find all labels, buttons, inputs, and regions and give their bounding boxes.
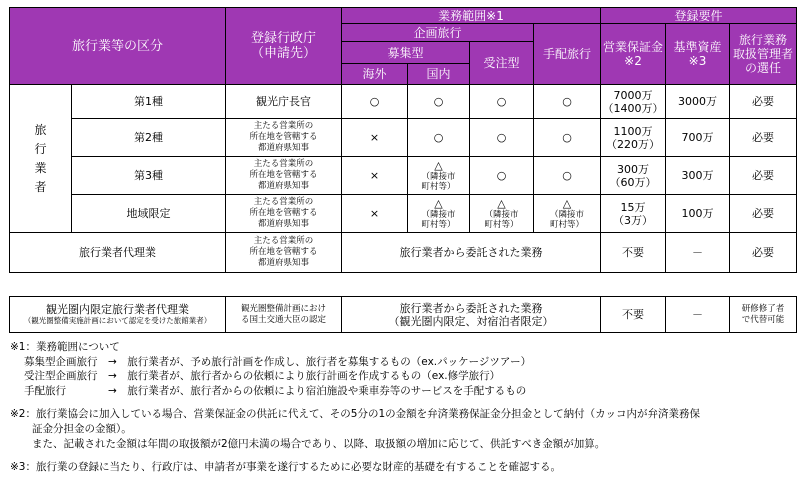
header-manager-appointment: 旅行業務 取扱管理者 の選任 — [730, 24, 797, 85]
header-order-type: 受注型 — [470, 42, 534, 85]
note-1-title: ※1：業務範囲について — [10, 341, 120, 353]
table-row — [10, 157, 797, 195]
agent-scope: 旅行業者から委託された業務 — [342, 233, 601, 273]
row-order: ○ — [470, 85, 534, 119]
row-arranged: ○ — [534, 85, 601, 119]
note-2-line: また、記載された金額は年間の取扱額が2億円未満の場合であり、以降、取扱額の増加に応じて、供託すべき金額が加算。 — [32, 437, 606, 450]
table-row — [10, 297, 797, 333]
row-assets: 300万 — [666, 157, 730, 195]
row-assets: 700万 — [666, 119, 730, 157]
row-deposit: 1100万 （220万） — [601, 119, 666, 157]
tourism-assets: － — [666, 297, 730, 333]
note-1-line: 受注型企画旅行 → 旅行業者が、旅行者からの依頼により旅行計画を作成するもの（ex.修学旅行） — [24, 370, 501, 383]
agent-type: 旅行業者代理業 — [10, 233, 226, 273]
row-overseas: × — [342, 119, 408, 157]
row-overseas: × — [342, 195, 408, 233]
row-domestic: △ （隣接市 町村等） — [408, 157, 470, 195]
row-type: 地域限定 — [72, 195, 226, 233]
agent-deposit: 不要 — [601, 233, 666, 273]
row-arranged: △ （隣接市 町村等） — [534, 195, 601, 233]
tourism-manager: 研修修了者 で代替可能 — [730, 297, 797, 333]
header-business-scope: 業務範囲※1 — [342, 8, 601, 24]
row-order: ○ — [470, 119, 534, 157]
row-manager: 必要 — [730, 157, 797, 195]
row-deposit: 7000万 （1400万） — [601, 85, 666, 119]
travel-agency-label: 旅 行 業 者 — [10, 85, 72, 233]
row-overseas: × — [342, 157, 408, 195]
row-office: 主たる営業所の 所在地を管轄する 都道府県知事 — [226, 195, 342, 233]
row-office: 主たる営業所の 所在地を管轄する 都道府県知事 — [226, 119, 342, 157]
note-2-line: 証金分担金の金額）。 — [32, 422, 132, 435]
header-overseas: 海外 — [342, 64, 408, 85]
header-base-assets: 基準資産 ※3 — [666, 24, 730, 85]
row-type: 第2種 — [72, 119, 226, 157]
agent-manager: 必要 — [730, 233, 797, 273]
header-planned-travel: 企画旅行 — [342, 24, 534, 42]
row-assets: 100万 — [666, 195, 730, 233]
table-row — [10, 85, 797, 119]
row-arranged: ○ — [534, 157, 601, 195]
header-domestic: 国内 — [408, 64, 470, 85]
table-row — [10, 195, 797, 233]
footnotes — [10, 340, 802, 475]
header-business-deposit: 営業保証金 ※2 — [601, 24, 666, 85]
row-office: 観光庁長官 — [226, 85, 342, 119]
header-registration-office: 登録行政庁 （申請先） — [226, 8, 342, 85]
tourism-type: 観光圏内限定旅行業者代理業 （観光圏整備実施計画において認定を受けた旅館業者） — [10, 297, 226, 333]
note-1-line: 募集型企画旅行 → 旅行業者が、予め旅行計画を作成し、旅行者を募集するもの（ex.パッケージツアー） — [24, 355, 532, 368]
row-domestic: △ （隣接市 町村等） — [408, 195, 470, 233]
header-arranged-travel: 手配旅行 — [534, 24, 601, 85]
row-deposit: 15万 （3万） — [601, 195, 666, 233]
tourism-table — [9, 296, 797, 333]
note-3-line: ※3：旅行業の登録に当たり、行政庁は、申請者が事業を遂行するために必要な財産的基礎を有することを確認する。 — [10, 461, 561, 474]
row-manager: 必要 — [730, 119, 797, 157]
row-arranged: ○ — [534, 119, 601, 157]
agent-assets: － — [666, 233, 730, 273]
row-overseas: ○ — [342, 85, 408, 119]
row-deposit: 300万 （60万） — [601, 157, 666, 195]
note-2-line: ※2：旅行業協会に加入している場合、営業保証金の供託に代えて、その5分の1の金額を弁済業務保証金分担金として納付（カッコ内が弁済業務保 — [10, 408, 701, 421]
row-domestic: ○ — [408, 119, 470, 157]
row-assets: 3000万 — [666, 85, 730, 119]
header-registration-requirements: 登録要件 — [601, 8, 797, 24]
row-domestic: ○ — [408, 85, 470, 119]
row-manager: 必要 — [730, 85, 797, 119]
table-row — [10, 119, 797, 157]
row-manager: 必要 — [730, 195, 797, 233]
row-type: 第1種 — [72, 85, 226, 119]
header-category: 旅行業等の区分 — [10, 8, 226, 85]
row-office: 主たる営業所の 所在地を管轄する 都道府県知事 — [226, 157, 342, 195]
tourism-deposit: 不要 — [601, 297, 666, 333]
row-type: 第3種 — [72, 157, 226, 195]
tourism-office: 観光圏整備計画におけ る国土交通大臣の認定 — [226, 297, 342, 333]
header-recruitment-type: 募集型 — [342, 42, 470, 64]
agent-office: 主たる営業所の 所在地を管轄する 都道府県知事 — [226, 233, 342, 273]
note-1-line: 手配旅行 → 旅行業者が、旅行者からの依頼により宿泊施設や乗車券等のサービスを手配するもの — [24, 384, 527, 397]
main-table — [9, 7, 797, 273]
tourism-scope: 旅行業者から委託された業務 （観光圏内限定、対宿泊者限定） — [342, 297, 601, 333]
row-order: △ （隣接市 町村等） — [470, 195, 534, 233]
row-order: ○ — [470, 157, 534, 195]
table-row — [10, 233, 797, 273]
